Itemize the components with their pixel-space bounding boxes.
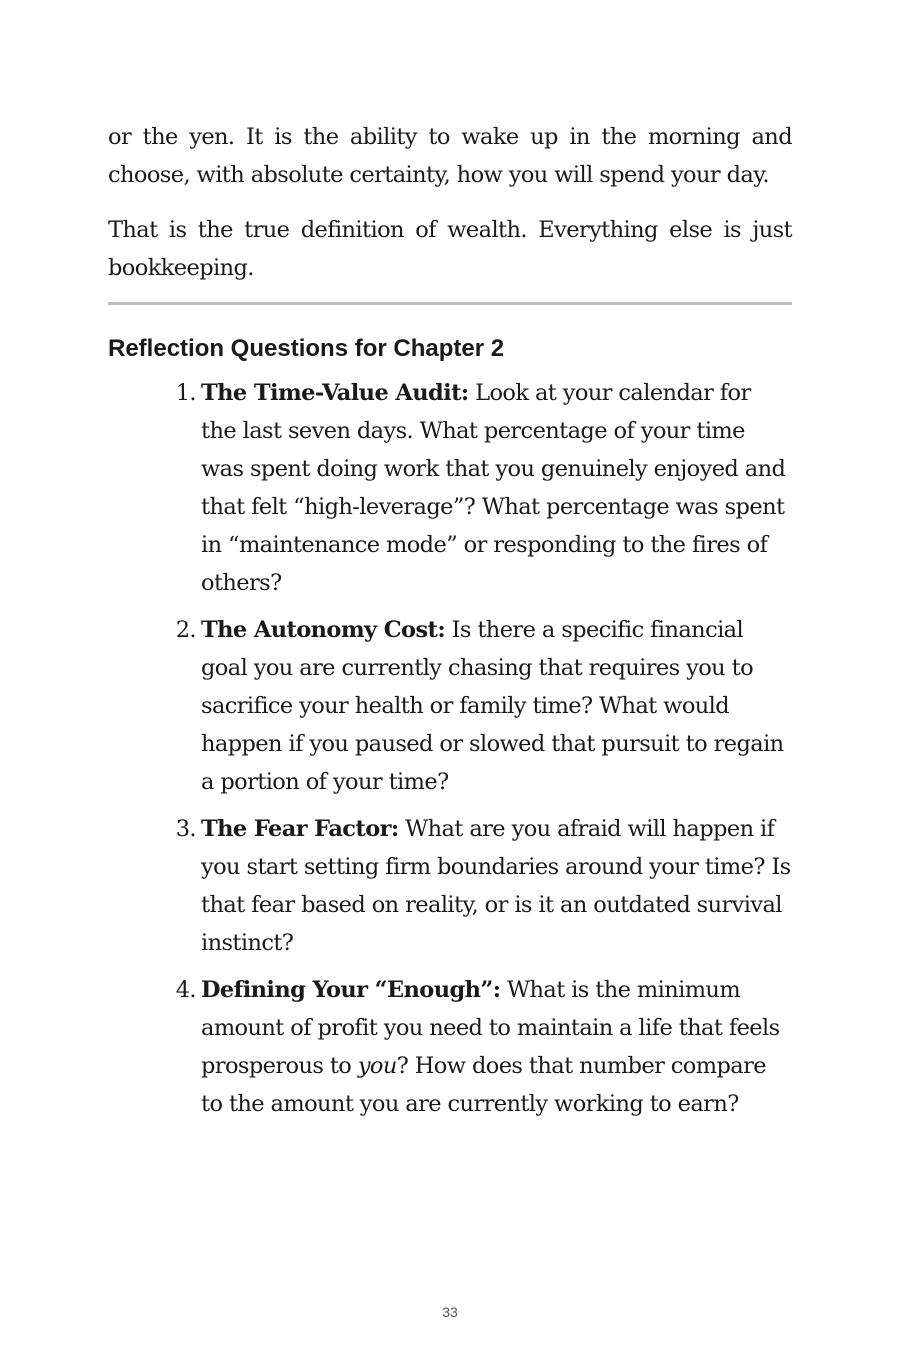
question-item (108, 374, 792, 602)
question-number: 2. (175, 617, 196, 643)
question-title: The Time-Value Audit: (201, 380, 469, 406)
question-number: 4. (175, 977, 196, 1003)
question-title: Defining Your “Enough”: (201, 977, 501, 1003)
question-list (108, 374, 792, 1123)
section-divider (108, 302, 792, 305)
question-number: 1. (175, 380, 196, 406)
question-text: What are you afraid will happen if you start setting firm boundaries around your time? Is that fear based on reality, or is it an outdated survival instinct? (201, 816, 791, 956)
question-item (108, 611, 792, 801)
question-title: The Fear Factor: (201, 816, 399, 842)
question-title: The Autonomy Cost: (201, 617, 446, 643)
question-text: Look at your calendar for the last seven days. What percentage of your time was spent doing work that you genuinely enjoyed and that felt “high-leverage”? What percentage was spent in “maintenance mode” or responding to the fires of others? (201, 380, 786, 596)
question-item (108, 810, 792, 962)
section-heading: Reflection Questions for Chapter 2 (108, 335, 505, 362)
question-number: 3. (175, 816, 196, 842)
body-paragraph: That is the true definition of wealth. Everything else is just bookkeeping. (108, 217, 792, 281)
question-text: What is the minimum amount of profit you need to maintain a life that feels prosperous to (201, 977, 780, 1079)
question-emphasis: you (357, 1053, 397, 1079)
question-item (108, 971, 792, 1123)
question-text: Is there a specific financial goal you are currently chasing that requires you to sacrifice your health or family time? What would happen if you paused or slowed that pursuit to regain a portion of your time? (201, 617, 784, 795)
body-paragraph: or the yen. It is the ability to wake up in the morning and choose, with absolute certainty, how you will spend your day. (108, 124, 792, 188)
question-text: ? How does that number compare to the amount you are currently working to earn? (201, 1053, 766, 1117)
page-content (108, 118, 792, 1123)
page-number: 33 (442, 1304, 458, 1320)
